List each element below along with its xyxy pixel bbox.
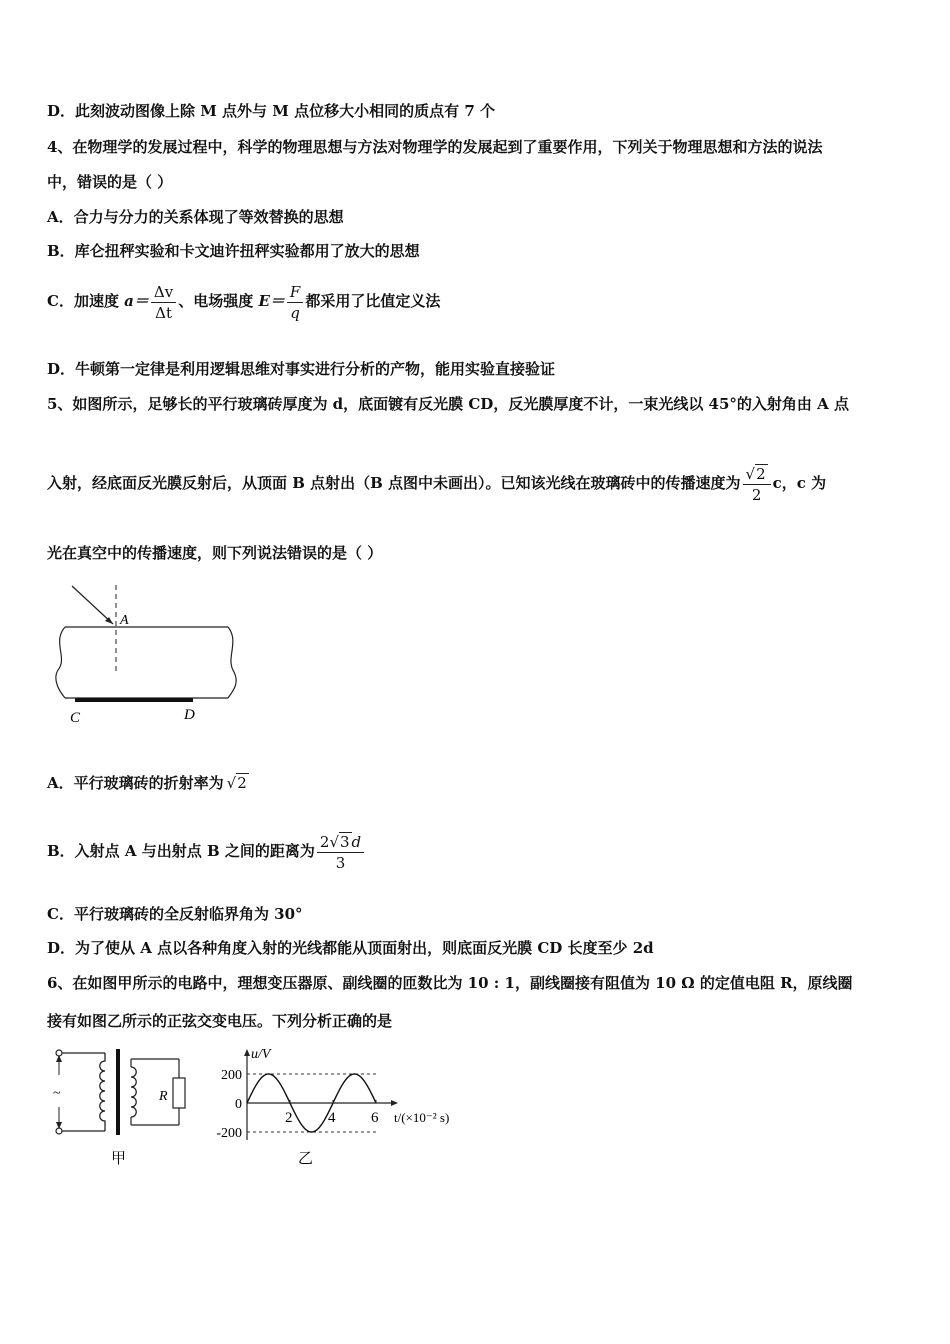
- q5-stem-line1: 5、如图所示，足够长的平行玻璃砖厚度为 d，底面镀有反光膜 CD，反光膜厚度不计，一束光线以 45°的入射角由 A 点: [47, 395, 849, 413]
- x-tick-label: 6: [371, 1110, 379, 1126]
- label-a: A: [120, 613, 129, 628]
- secondary-coil: [131, 1067, 136, 1117]
- y-axis-label: u/V: [251, 1047, 271, 1062]
- q5-b-text: B．入射点 A 与出射点 B 之间的距离为: [47, 842, 315, 860]
- fraction-2sqrt3d-over-3: $\frac{2√3 d}{3}$: [317, 832, 364, 873]
- q5-stem-line3: 光在真空中的传播速度，则下列说法错误的是（ ）: [47, 544, 383, 562]
- q5-option-b: [47, 826, 366, 876]
- resistor-r: [173, 1078, 185, 1108]
- label-c: C: [70, 710, 81, 726]
- fraction-dv-dt: [151, 282, 176, 323]
- q5-stem-2a: 入射，经底面反光膜反射后，从顶面 B 点射出（B 点图中未画出）。已知该光线在玻璃砖中的传播速度为: [47, 474, 741, 492]
- q4-option-c: [47, 276, 440, 326]
- q5-option-c: C．平行玻璃砖的全反射临界角为 30°: [47, 905, 303, 923]
- q4-c-suffix: 都采用了比值定义法: [305, 292, 441, 310]
- slab-left-break: [56, 627, 65, 698]
- x-tick-label: 2: [285, 1110, 293, 1126]
- sqrt-3: √3: [329, 832, 350, 851]
- y-axis-arrow-icon: [244, 1049, 250, 1056]
- slab-right-break: [228, 627, 236, 698]
- q6-stem-line1: 6、在如图甲所示的电路中，理想变压器原、副线圈的匝数比为 10 : 1，副线圈接有阻值为 10 Ω 的定值电阻 R，原线圈: [47, 974, 853, 992]
- fraction-q: q: [290, 303, 300, 322]
- caption-yi: 乙: [298, 1151, 314, 1167]
- fraction-f: F: [287, 282, 303, 303]
- q4-stem-line2: 中，错误的是（ ）: [47, 173, 173, 191]
- q5-option-d: D．为了使从 A 点以各种角度入射的光线都能从顶面射出，则底面反光膜 CD 长度至少 2d: [47, 939, 654, 957]
- incident-ray: [72, 586, 113, 624]
- y-tick-label: -200: [216, 1126, 242, 1141]
- q4-c-mid: 、电场强度: [178, 292, 259, 310]
- q4-option-b: B．库仑扭秤实验和卡文迪许扭秤实验都用了放大的思想: [47, 242, 420, 260]
- transformer-circuit-figure: [45, 1045, 195, 1170]
- label-d: D: [184, 707, 195, 723]
- chart-plot-area: [216, 1047, 449, 1167]
- y-tick-label: 200: [221, 1068, 242, 1083]
- x-axis-arrow-icon: [391, 1100, 398, 1106]
- q4-stem-line1: 4、在物理学的发展过程中，科学的物理思想与方法对物理学的发展起到了重要作用，下列关于物理思想和方法的说法: [47, 138, 823, 156]
- y-tick-label: 0: [235, 1097, 242, 1112]
- fraction-dv: Δv: [151, 282, 176, 303]
- voltage-sine-chart: [200, 1045, 480, 1170]
- q5-a-text: A．平行玻璃砖的折射率为: [47, 774, 224, 792]
- q4-option-d: D．牛顿第一定律是利用逻辑思维对事实进行分析的产物，能用实验直接验证: [47, 360, 556, 378]
- caption-jia: 甲: [111, 1151, 127, 1167]
- q5-option-a: [47, 768, 249, 798]
- q4-option-a: A．合力与分力的关系体现了等效替换的思想: [47, 208, 344, 226]
- primary-coil: [100, 1053, 105, 1131]
- ac-source-symbol: ~: [53, 1086, 61, 1101]
- sqrt-2: √2: [226, 774, 247, 792]
- label-r: R: [159, 1089, 168, 1104]
- q4-c-prefix: C．加速度: [47, 292, 125, 310]
- q4-c-a: a＝: [124, 292, 149, 310]
- fraction-f-q: [287, 282, 303, 323]
- x-axis-label: t/(×10⁻² s): [394, 1110, 450, 1125]
- glass-slab-figure: [50, 580, 250, 730]
- q6-stem-line2: 接有如图乙所示的正弦交变电压。下列分析正确的是: [47, 1012, 393, 1030]
- prev-option-d: D．此刻波动图像上除 M 点外与 M 点位移大小相同的质点有 7 个: [47, 102, 495, 120]
- fraction-sqrt2-over-2: [743, 464, 771, 505]
- fraction-dt: Δt: [155, 303, 172, 322]
- fraction-den: 2: [751, 485, 762, 504]
- transformer-core: [116, 1049, 120, 1135]
- q5-stem-line2: [47, 458, 826, 508]
- q4-c-e: E＝: [258, 292, 285, 310]
- sqrt-symbol: √2: [745, 464, 766, 483]
- q5-stem-2b: c，c 为: [772, 474, 827, 492]
- x-tick-label: 4: [328, 1110, 336, 1126]
